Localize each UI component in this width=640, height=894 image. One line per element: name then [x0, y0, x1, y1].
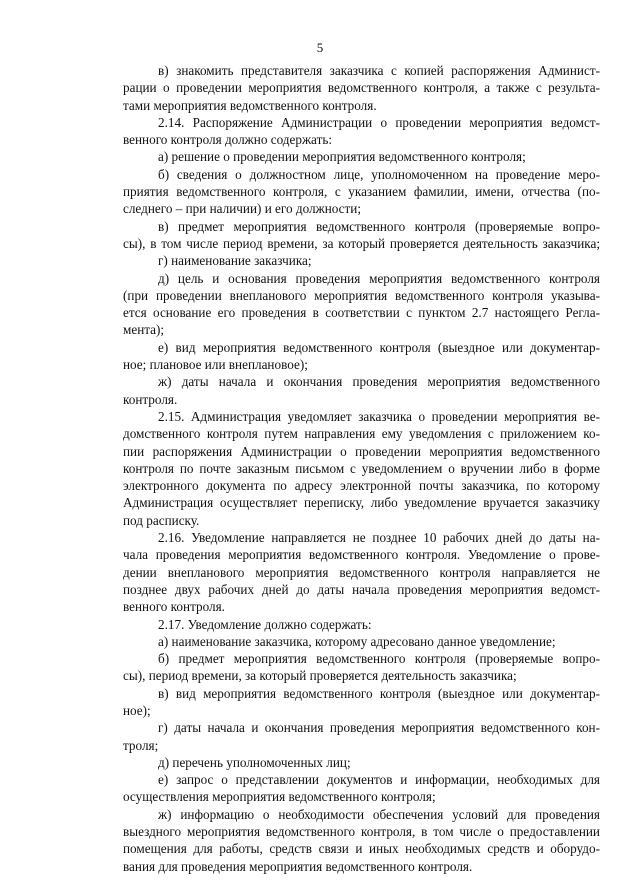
text-line: е) запрос о представлении документов и информации, необходимых для [158, 772, 600, 788]
text-line: венного контроля. [123, 599, 225, 615]
text-line: 2.16. Уведомление направляется не позднее 10 рабочих дней до даты на- [158, 530, 600, 546]
text-line: 2.14. Распоряжение Администрации о проведении мероприятия ведомст- [158, 114, 600, 130]
text-line: выездного мероприятия ведомственного контроля, в том числе о предоставлении [123, 824, 600, 840]
text-line: д) цель и основания проведения мероприятия ведомственного контроля [158, 270, 600, 286]
text-line: чала проведения мероприятия ведомственного контроля. Уведомление о прове- [123, 547, 600, 563]
text-line: ж) информацию о необходимости обеспечения условий для проведения [158, 806, 600, 822]
text-line: приятия ведомственного контроля, с указанием фамилии, имени, отчества (по- [123, 184, 600, 200]
text-line: ж) даты начала и окончания проведения мероприятия ведомственного [158, 374, 600, 390]
text-line: рации о проведении мероприятия ведомственного контроля, а также с результа- [123, 80, 600, 96]
text-line: мента); [123, 322, 165, 338]
text-line: е) вид мероприятия ведомственного контроля (выездное или документар- [158, 339, 600, 355]
text-line: домственного контроля путем направления ему уведомления с приложением ко- [123, 426, 600, 442]
text-line: Администрация осуществляет переписку, либо уведомление вручается заказчику [123, 495, 600, 511]
text-line: а) решение о проведении мероприятия ведомственного контроля; [158, 149, 526, 165]
text-line: в) предмет мероприятия ведомственного контроля (проверяемые вопро- [158, 218, 600, 234]
text-line: в) вид мероприятия ведомственного контроля (выездное или документар- [158, 685, 600, 701]
text-line: ное); [123, 702, 151, 718]
text-line: г) наименование заказчика; [158, 253, 312, 269]
text-line: д) перечень уполномоченных лиц; [158, 754, 351, 770]
text-line: б) сведения о должностном лице, уполномоченном на проведение меро- [158, 166, 600, 182]
text-line: сы), в том числе период времени, за который проверяется деятельность заказчика; [123, 235, 600, 251]
text-line: пии распоряжения Администрации о проведении мероприятия ведомственного [123, 443, 600, 459]
text-line: вания для проведения мероприятия ведомственного контроля. [123, 858, 473, 874]
text-line: дении внепланового мероприятия ведомственного контроля направляется не [123, 564, 600, 580]
text-line: под расписку. [123, 512, 200, 528]
text-line: г) даты начала и окончания проведения мероприятия ведомственного кон- [158, 720, 600, 736]
text-line: тами мероприятия ведомственного контроля. [123, 97, 377, 113]
text-line: б) предмет мероприятия ведомственного контроля (проверяемые вопро- [158, 651, 600, 667]
text-line: электронного документа по адресу электронной почты заказчика, по которому [123, 478, 600, 494]
text-line: ное; плановое или внеплановое); [123, 357, 308, 373]
text-line: контроля. [123, 391, 178, 407]
text-line: сы), период времени, за который проверяется деятельность заказчика; [123, 668, 517, 684]
text-line: следнего – при наличии) и его должности; [123, 201, 362, 217]
text-line: 2.17. Уведомление должно содержать: [158, 616, 372, 632]
text-line: троля; [123, 737, 159, 753]
text-line: помещения для работы, средств связи и иных необходимых средств и оборудо- [123, 841, 600, 857]
text-line: осуществления мероприятия ведомственного контроля; [123, 789, 436, 805]
text-line: 2.15. Администрация уведомляет заказчика о проведении мероприятия ве- [158, 408, 600, 424]
text-line: венного контроля должно содержать: [123, 132, 333, 148]
page-number: 5 [316, 40, 324, 55]
text-line: в) знакомить представителя заказчика с копией распоряжения Админист- [158, 63, 600, 78]
text-line: а) наименование заказчика, которому адресовано данное уведомление; [158, 633, 556, 649]
document-body [123, 62, 600, 875]
text-line: контроля по почте заказным письмом с уведомлением о вручении либо в форме [123, 460, 600, 476]
text-line: позднее двух рабочих дней до даты начала проведения мероприятия ведомст- [123, 581, 600, 597]
text-line: (при проведении внепланового мероприятия ведомственного контроля указыва- [123, 287, 600, 303]
text-line: ется основание его проведения в соответствии с пунктом 2.7 настоящего Регла- [123, 305, 600, 321]
